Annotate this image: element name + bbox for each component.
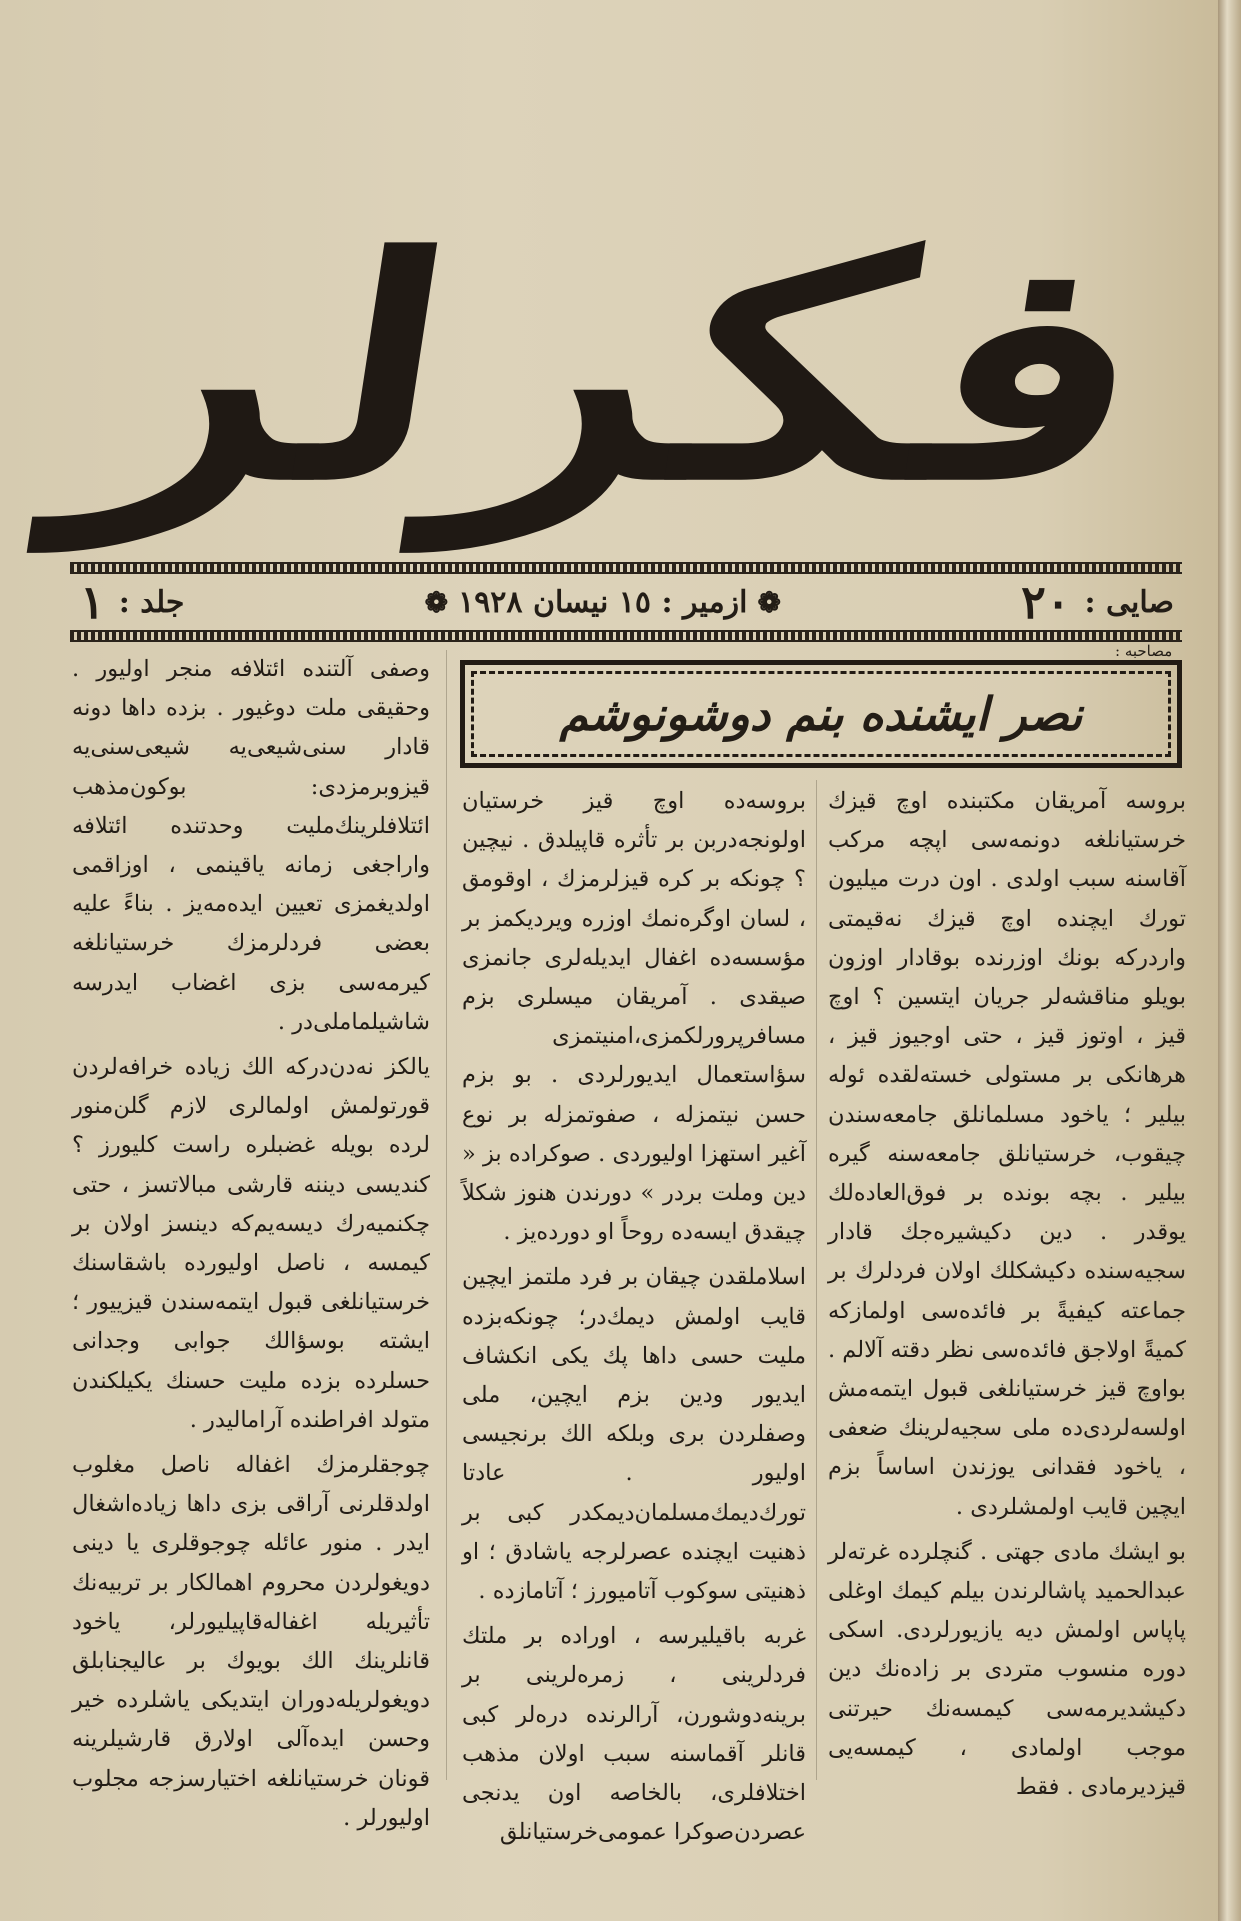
paragraph: بروسه آمریقان مکتبنده اوچ قیزك خرستیانلغه دونمه‌سی اپچه مرکب آقاسنه سبب اولدی . اون درت میلیون تورك ایچنده اوچ قیزك نه‌قیمتی واردرکه بونك اوزرنده بوقادار اوزون بویلو مناقشه‌لر جریان ایتسین ؟ اوچ قیز ، اوتوز قیز ، حتی اوجیوز قیز ، هرهانکی بر مستولی خسته‌لقده ئوله بیلیر ؛ یاخود مسلمانلق جامعه‌سندن چیقوب، خرستیانلق جامعه‌سنه گیره بیلیر . بچه بونده بر فوق‌العاده‌لك یوقدر . دین دکیشیرەجك قادار سجیه‌سنده دکیشکلك اولان فردلرك بر جماعته کیفیةً بر فائده‌سی اولمازکه کمیةً اولاجق فائده‌سی نظر دقته آلالم . بواوچ قیز خرستیانلغی قبول ایتمه‌مش اولسه‌لردی‌ده ملی سجیه‌لرینك ضعفی ، یاخود فقدانی یوزندن اساساً بزم ایچین قایب اولمشلردی . — [827, 788, 1186, 1520]
paragraph: بو ایشك مادی جهتی . گنچلرده غرته‌لر عبدالحمید پاشالرندن بیلم کیمك اوغلی پاپاس اولمش دیه یازیورلردی. اسکی دوره منسوب متردی بر زاده‌نك دین دکیشدیرمه‌سی کیمسه‌نك حیرتنی موجب اولمادی ، کیمسه‌یی قیزدیرمادی . فقط — [828, 1538, 1186, 1801]
article-column-left — [72, 650, 430, 1838]
article-headline: نصر ایشنده بنم دوشونوشم — [559, 687, 1083, 741]
paragraph: بروسه‌ده اوچ قیز خرستیان اولونجه‌دربن بر تأثره قاپیلدق . نیچین ؟ چونکه بر کره قیزلرمزك ، اوقومق ، لسان اوگرەنمك اوزره ویردیکمز بر مؤسسه‌ده اغفال ایدیله‌لری جانمزی صیقدی . آمریقان میسلری بزم مسافرپرورلکمزی،امنیتمزی سؤاستعمال ایدیورلردی . بو بزم حسن نیتمزله ، صفوتمزله بر نوع آغیر استهزا اولیوردی . صوکراده بز « دین وملت بردر » دورندن هنوز شکلاً چیقدق ایسه‌ده روحاً او دورده‌یز . — [462, 788, 806, 1246]
volume-group — [70, 575, 184, 629]
headline-box — [460, 660, 1182, 768]
issue-info-bar — [70, 576, 1182, 628]
paragraph: وصفی آلتنده ائتلافه منجر اولیور . وحقیقی ملت دوغیور . بزده داها دونه قادار سنی‌شیعی‌یه شیعی‌سنی‌یه قیزوبرمزدی: بوکون‌مذهب ائتلافلرینك‌ملیت وحدتنده ائتلافه واراجغی زمانه یاقینمی ، اوزاقمی اولدیغمزی تعیین ایده‌مه‌یز . بناءً علیه بعضی فردلرمزك خرستیانلغه کیرمه‌سی بزی اغضاب ایدرسه شاشیلماملی‌در . — [72, 656, 430, 1035]
ornament-icon: ❁ — [757, 585, 781, 619]
column-divider — [446, 650, 447, 1780]
issue-number: ٢٠ — [1021, 575, 1071, 629]
masthead — [52, 175, 1168, 565]
paragraph: اسلاملقدن چیقان بر فرد ملتمز ایچین قایب اولمش دیمك‌در؛ چونکه‌بزده ملیت حسی داها پك یکی انکشاف ایدیور ودین بزم ایچین، ملی وصفلردن بری وبلکه الك برنجیسی اولیور . عادتا تورك‌دیمك‌مسلمان‌دیمکدر کبی بر ذهنیت ایچنده عصرلرجه یاشادق ؛ او ذهنیتی سوكوب آتامیورز ؛ آتامازده . — [462, 1264, 806, 1605]
top-rule — [70, 562, 1182, 574]
publication-date-group — [425, 585, 781, 620]
issue-number-group — [1021, 575, 1182, 629]
paragraph: یالکز نه‌دن‌درکه الك زیاده خرافه‌لردن قورتولمش اولمالری لازم گلن‌منور لرده بویله غضبلره راست کلیورز ؟ کندیسی دیننه قارشی مبالاتسز ، حتی چکنمیه‌رك دیسه‌یم‌که دینسز اولان بر کیمسه ، ناصل اولیورده باشقاسنك خرستیانلغی قبول ایتمه‌سندن قیزییور ؛ ایشته بوسؤالك جوابی وجدانی حسلرده بزده ملیت حسنك یکیلکندن متولد افراطنده آرامالیدر . — [72, 1054, 430, 1433]
column-divider — [816, 780, 817, 1780]
paragraph: غربه باقیلیرسه ، اوراده بر ملتك فردلرینی ، زمره‌لرینی بر برینه‌دوشورن، آرالرنده دره‌لر کبی قانلر آقماسنه سبب اولان مذهب اختلافلری، بالخاصه اون یدنجی عصردن‌صوکرا عمومی‌خرستیانلق — [462, 1623, 806, 1846]
masthead-title: فکرلر — [52, 193, 1168, 546]
article-column-right — [828, 782, 1186, 1807]
paragraph: چوجقلرمزك اغفاله ناصل مغلوب اولدقلرنی آراقی بزی داها زیاده‌اشغال ایدر . منور عائله چوجوقلری یا دینی دویغولردن محروم اهمالکار بر تربیه‌نك تأثیریله اغفاله‌قاپیلیورلر، یاخود قانلرینك الك بویوك بر عالیجنابلق دویغولریله‌دوران ایتدیکی یاشلرده خیر وحسن ایده‌آلی اولارق قارشیلرینه قونان خرستیانلغه اختیارسزجه مجلوب اولیورلر . — [72, 1452, 430, 1831]
page-edge — [1218, 0, 1241, 1921]
article-column-middle — [462, 782, 806, 1852]
volume-label: جلد : — [118, 584, 185, 620]
ornament-icon: ❁ — [424, 585, 449, 619]
section-label: مصاحبه : — [1115, 642, 1173, 660]
publication-date: ازمیر : ١٥ نیسان ١٩٢٨ — [458, 584, 748, 620]
volume-number: ١ — [80, 575, 105, 629]
bottom-rule — [70, 630, 1182, 642]
issue-label: صایی : — [1084, 584, 1174, 620]
